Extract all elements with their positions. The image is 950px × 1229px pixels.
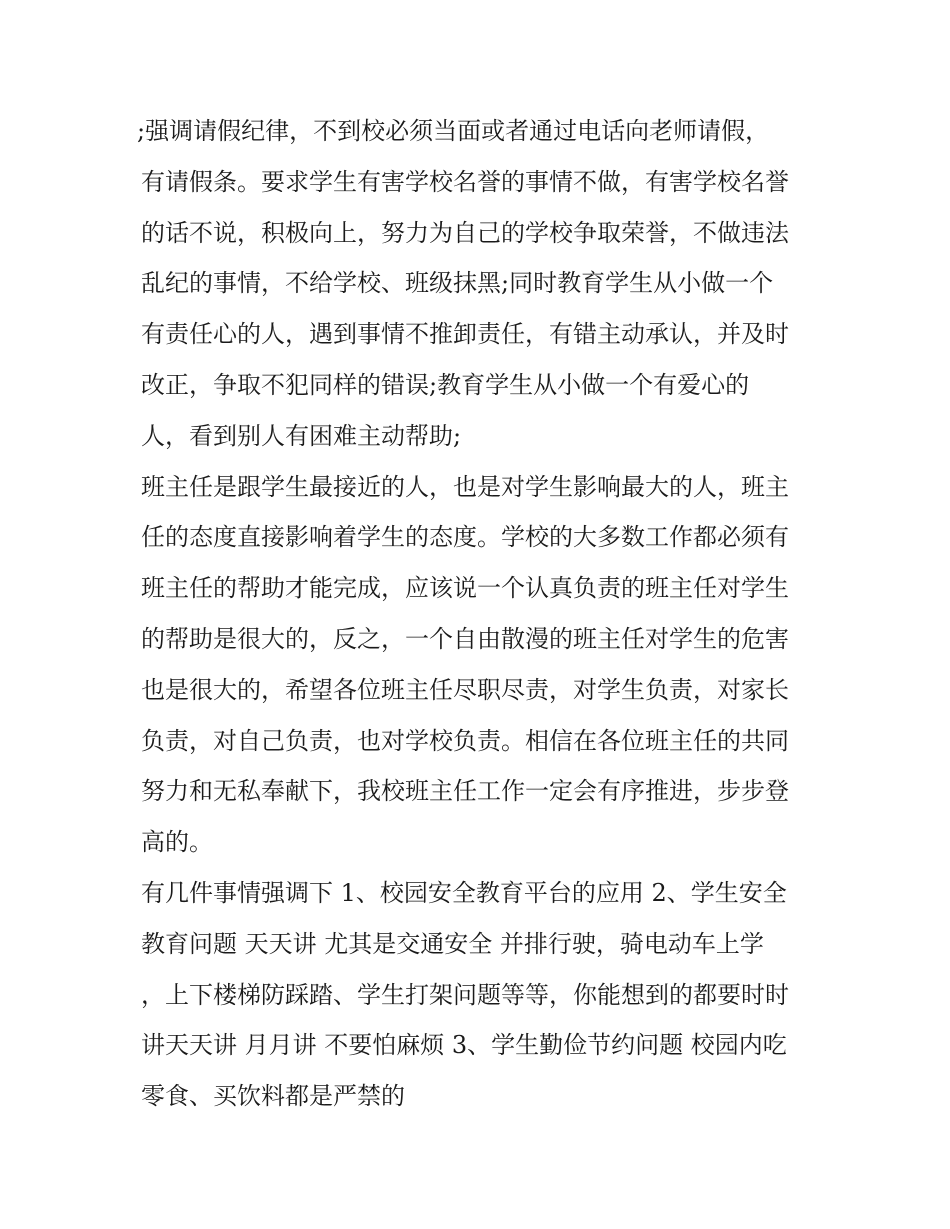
- text-line: 讲天天讲 月月讲 不要怕麻烦 3、学生勤俭节约问题 校园内吃: [141, 1031, 787, 1060]
- text-line: 班主任是跟学生最接近的人，也是对学生影响最大的人，班主: [141, 472, 789, 501]
- body-text: [137, 106, 821, 1122]
- text-line: ，上下楼梯防踩踏、学生打架问题等等，你能想到的都要时时: [141, 980, 789, 1009]
- text-line: 乱纪的事情，不给学校、班级抹黑;同时教育学生从小做一个: [141, 269, 774, 298]
- text-line: 任的态度直接影响着学生的态度。学校的大多数工作都必须有: [141, 523, 789, 552]
- text-line: ;强调请假纪律，不到校必须当面或者通过电话向老师请假，: [137, 117, 770, 145]
- text-line: 零食、买饮料都是严禁的: [141, 1082, 405, 1111]
- text-line: 的话不说，积极向上，努力为自己的学校争取荣誉，不做违法: [141, 218, 789, 247]
- text-line: 努力和无私奉献下，我校班主任工作一定会有序推进，步步登: [141, 777, 789, 806]
- text-line: 有几件事情强调下 1、校园安全教育平台的应用 2、学生安全: [141, 878, 787, 907]
- text-line: 有请假条。要求学生有害学校名誉的事情不做，有害学校名誉: [141, 167, 789, 196]
- text-line: 改正，争取不犯同样的错误;教育学生从小做一个有爱心的: [141, 370, 750, 399]
- text-line: 负责，对自己负责，也对学校负责。相信在各位班主任的共同: [141, 726, 789, 755]
- text-line: 教育问题 天天讲 尤其是交通安全 并排行驶，骑电动车上学: [141, 929, 764, 958]
- text-line: 有责任心的人，遇到事情不推卸责任，有错主动承认，并及时: [141, 320, 789, 349]
- text-line: 也是很大的，希望各位班主任尽职尽责，对学生负责，对家长: [141, 675, 789, 704]
- text-line: 的帮助是很大的，反之，一个自由散漫的班主任对学生的危害: [141, 624, 789, 653]
- text-line: 班主任的帮助才能完成，应该说一个认真负责的班主任对学生: [141, 574, 789, 603]
- text-line: 人，看到别人有困难主动帮助;: [141, 421, 462, 450]
- text-line: 高的。: [141, 828, 213, 857]
